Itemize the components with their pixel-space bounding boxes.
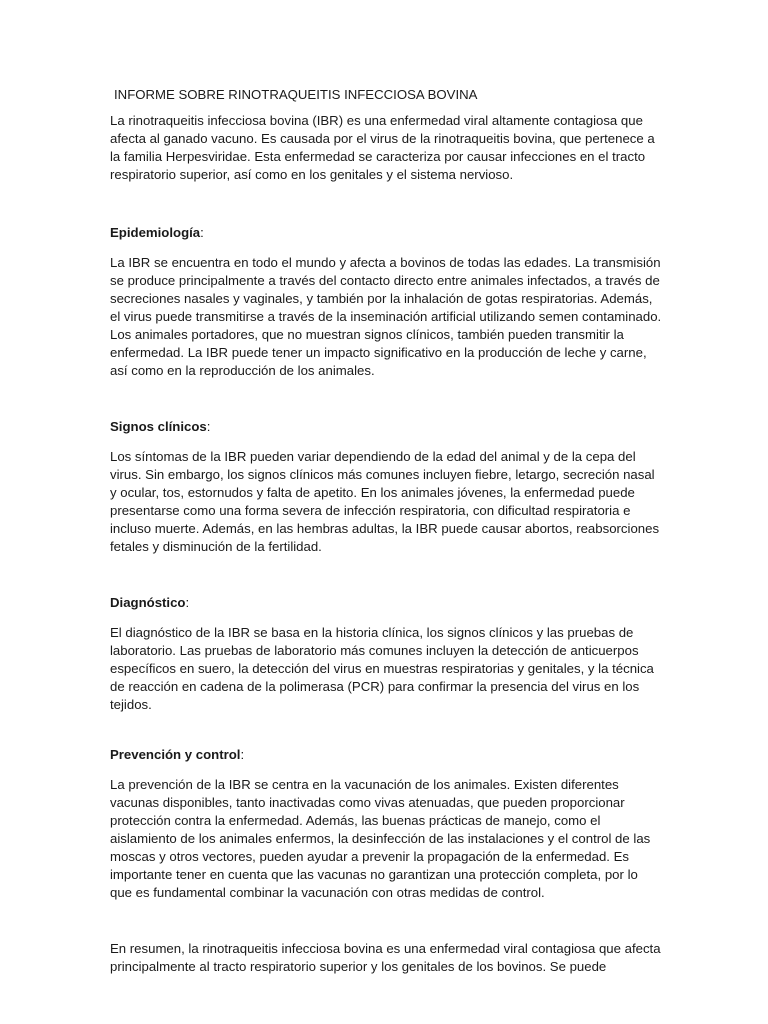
heading-epidemiologia xyxy=(110,224,662,242)
heading-diagnostico xyxy=(110,594,662,612)
paragraph-signos-clinicos: Los síntomas de la IBR pueden variar dependiendo de la edad del animal y de la cepa del virus. Sin embargo, los signos clínicos más comunes incluyen fiebre, letargo, secreción nasal y ocular, tos, estornudos y falta de apetito. En los animales jóvenes, la enfermedad puede presentarse como una forma severa de infección respiratoria, con dificultad respiratoria e incluso muerte. Además, en las hembras adultas, la IBR puede causar abortos, reabsorciones fetales y disminución de la fertilidad. xyxy=(110,449,660,554)
document-title: INFORME SOBRE RINOTRAQUEITIS INFECCIOSA BOVINA xyxy=(114,87,478,102)
conclusion-paragraph: En resumen, la rinotraqueitis infecciosa bovina es una enfermedad viral contagiosa que afecta principalmente al tracto respiratorio superior y los genitales de los bovinos. Se puede xyxy=(110,941,661,974)
spacer xyxy=(110,764,662,776)
spacer xyxy=(110,902,662,940)
heading-text: Epidemiología xyxy=(110,225,201,240)
spacer xyxy=(110,184,662,224)
heading-signos-clinicos xyxy=(110,418,662,436)
spacer xyxy=(110,380,662,418)
intro-paragraph: La rinotraqueitis infecciosa bovina (IBR) es una enfermedad viral altamente contagiosa que afecta al ganado vacuno. Es causada por el virus de la rinotraqueitis bovina, que pertenece a la familia Herpesviridae. Esta enfermedad se caracteriza por causar infecciones en el tracto respiratorio superior, así como en los genitales y el sistema nervioso. xyxy=(110,113,655,182)
heading-text: Diagnóstico xyxy=(110,595,186,610)
heading-colon: : xyxy=(200,225,204,240)
paragraph-prevencion-control: La prevención de la IBR se centra en la vacunación de los animales. Existen diferentes vacunas disponibles, tanto inactivadas como vivas atenuadas, que pueden proporcionar protección contra la enfermedad. Además, las buenas prácticas de manejo, como el aislamiento de los animales enfermos, la desinfección de las instalaciones y el control de las moscas y otros vectores, pueden ayudar a prevenir la propagación de la enfermedad. Es importante tener en cuenta que las vacunas no garantizan una protección completa, por lo que es fundamental combinar la vacunación con otras medidas de control. xyxy=(110,777,651,900)
heading-colon: : xyxy=(185,595,190,610)
heading-prevencion-control xyxy=(110,746,662,764)
heading-colon: : xyxy=(206,419,211,434)
spacer xyxy=(110,612,662,624)
spacer xyxy=(110,714,662,746)
spacer xyxy=(110,556,662,594)
paragraph-diagnostico: El diagnóstico de la IBR se basa en la historia clínica, los signos clínicos y las pruebas de laboratorio. Las pruebas de laboratorio más comunes incluyen la detección de anticuerpos específicos en suero, la detección del virus en muestras respiratorias y genitales, y la técnica de reacción en cadena de la polimerasa (PCR) para confirmar la presencia del virus en los tejidos. xyxy=(110,625,654,712)
heading-text: Signos clínicos xyxy=(110,419,207,434)
heading-colon: : xyxy=(240,747,245,762)
heading-text: Prevención y control xyxy=(110,747,241,762)
paragraph-epidemiologia: La IBR se encuentra en todo el mundo y afecta a bovinos de todas las edades. La transmisión se produce principalmente a través del contacto directo entre animales infectados, a través de secreciones nasales y vaginales, y también por la inhalación de gotas respiratorias. Además, el virus puede transmitirse a través de la inseminación artificial utilizando semen contaminado. Los animales portadores, que no muestran signos clínicos, también pueden transmitir la enfermedad. La IBR puede tener un impacto significativo en la producción de leche y carne, así como en la reproducción de los animales. xyxy=(110,255,662,378)
spacer xyxy=(110,436,662,448)
spacer xyxy=(110,242,662,254)
document-page xyxy=(110,86,662,976)
